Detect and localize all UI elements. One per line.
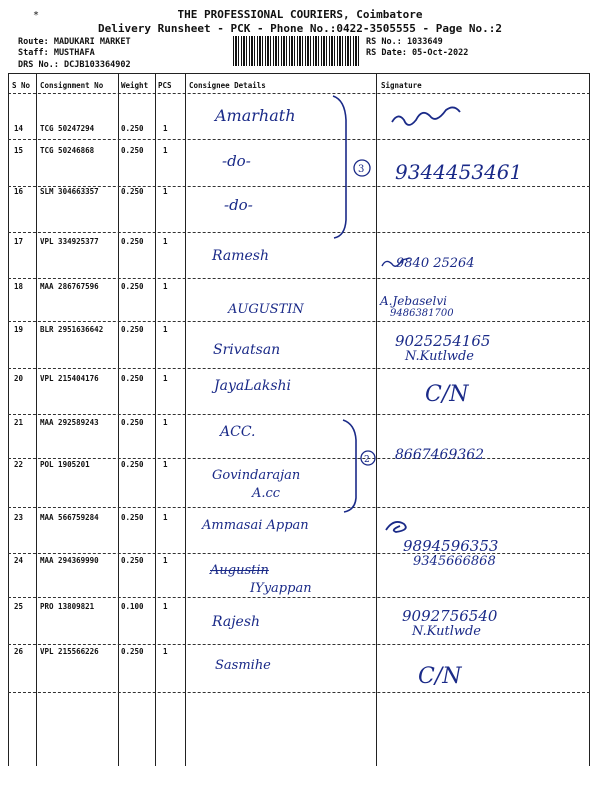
row-signature-handwritten: C/N [418,664,462,689]
row-signature-handwritten: 9486381700 [390,308,454,319]
row-sno: 14 [14,124,24,133]
row-consignment-no: TCG 50247294 [40,124,95,133]
row-consignment-no: PRO 13809821 [40,602,95,611]
row-consignment-no: MAA 294369990 [40,556,99,565]
row-weight: 0.250 [121,556,144,565]
col-header-sno: S No [12,81,31,90]
row-weight: 0.250 [121,187,144,196]
row-sno: 21 [14,418,24,427]
row-pcs: 1 [163,282,168,291]
row-sno: 15 [14,146,24,155]
row-consignment-no: BLR 2951636642 [40,325,104,334]
rs-date: RS Date: 05-Oct-2022 [366,48,469,58]
row-consignee-handwritten: ACC. [220,424,256,440]
row-signature-handwritten: C/N [425,382,469,407]
row-sno: 24 [14,556,24,565]
row-consignee-handwritten: Govindarajan [212,468,301,483]
row-pcs: 1 [163,146,168,155]
row-consignee-handwritten: A.cc [252,486,281,501]
row-signature-handwritten: 9344453461 [395,160,523,184]
row-weight: 0.250 [121,237,144,246]
row-signature-handwritten: 8667469362 [395,447,485,463]
row-consignee-handwritten: Ramesh [212,248,269,264]
row-pcs: 1 [163,513,168,522]
row-weight: 0.100 [121,602,144,611]
row-consignment-no: VPL 215566226 [40,647,99,656]
row-consignment-no: VPL 334925377 [40,237,99,246]
col-header-weight: Weight [121,81,149,90]
stray-mark: * [33,10,40,21]
row-consignee-handwritten: Amarhath [215,106,296,125]
row-consignment-no: VPL 215404176 [40,374,99,383]
row-sno: 19 [14,325,24,334]
rs-number: RS No.: 1033649 [366,37,443,47]
row-pcs: 1 [163,556,168,565]
row-signature-handwritten: A.Jebaselvi [380,294,447,308]
row-signature-handwritten: 9025254165 [395,332,491,350]
drs-number: DRS No.: DCJB103364902 [18,60,131,70]
route-label: Route: MADUKARI MARKET [18,37,131,47]
row-weight: 0.250 [121,325,144,334]
row-consignee-handwritten: JayaLakshi [214,378,292,394]
row-weight: 0.250 [121,460,144,469]
row-sno: 26 [14,647,24,656]
row-pcs: 1 [163,374,168,383]
row-consignment-no: POL 1905201 [40,460,90,469]
row-consignee-handwritten: Augustin [210,563,269,578]
row-consignment-no: MAA 286767596 [40,282,99,291]
row-weight: 0.250 [121,374,144,383]
row-consignment-no: TCG 50246868 [40,146,95,155]
row-weight: 0.250 [121,513,144,522]
row-pcs: 1 [163,187,168,196]
signature-scribble [382,258,410,266]
row-consignment-no: MAA 292589243 [40,418,99,427]
row-weight: 0.250 [121,282,144,291]
row-sno: 16 [14,187,24,196]
row-signature-handwritten: N.Kutlwde [405,349,474,364]
group-mark: 3 [358,164,365,175]
row-pcs: 1 [163,325,168,334]
row-weight: 0.250 [121,146,144,155]
signature-scribble [386,522,406,532]
runsheet-title: Delivery Runsheet - PCK - Phone No.:0422-3505555 - Page No.:2 [98,22,502,35]
row-consignment-no: SLM 304663357 [40,187,99,196]
row-signature-handwritten: 9345666868 [413,554,496,569]
row-sno: 23 [14,513,24,522]
row-consignee-handwritten: Sasmihe [215,658,271,673]
row-pcs: 1 [163,647,168,656]
group-mark: 2 [364,455,370,465]
row-pcs: 1 [163,418,168,427]
row-pcs: 1 [163,460,168,469]
group-bracket [333,96,346,238]
row-consignee-handwritten: Rajesh [212,614,261,630]
row-sno: 25 [14,602,24,611]
row-consignee-handwritten: Srivatsan [213,342,281,358]
row-pcs: 1 [163,124,168,133]
staff-label: Staff: MUSTHAFA [18,48,95,58]
row-sno: 20 [14,374,24,383]
row-signature-handwritten: 9894596353 [403,537,499,555]
row-consignee-handwritten: IYyappan [250,581,312,596]
col-header-signature: Signature [381,81,422,90]
row-weight: 0.250 [121,124,144,133]
row-pcs: 1 [163,237,168,246]
row-consignee-handwritten: -do- [224,196,253,214]
row-weight: 0.250 [121,418,144,427]
row-consignee-handwritten: AUGUSTIN [228,302,304,317]
row-signature-handwritten: 9092756540 [402,607,498,625]
row-sno: 18 [14,282,24,291]
col-header-pcs: PCS [158,81,172,90]
company-name: THE PROFESSIONAL COURIERS, Coimbatore [177,8,423,21]
signature-scribble [392,107,460,125]
row-signature-handwritten: N.Kutlwde [412,624,481,639]
group-bracket [343,420,356,512]
row-weight: 0.250 [121,647,144,656]
row-consignee-handwritten: Ammasai Appan [202,518,309,533]
row-consignee-handwritten: -do- [222,152,251,170]
row-sno: 22 [14,460,24,469]
col-header-consignment: Consignment No [40,81,104,90]
row-consignment-no: MAA 566759284 [40,513,99,522]
row-signature-handwritten: 9840 25264 [396,256,475,271]
row-sno: 17 [14,237,24,246]
col-header-consignee: Consignee Details [189,81,266,90]
row-pcs: 1 [163,602,168,611]
